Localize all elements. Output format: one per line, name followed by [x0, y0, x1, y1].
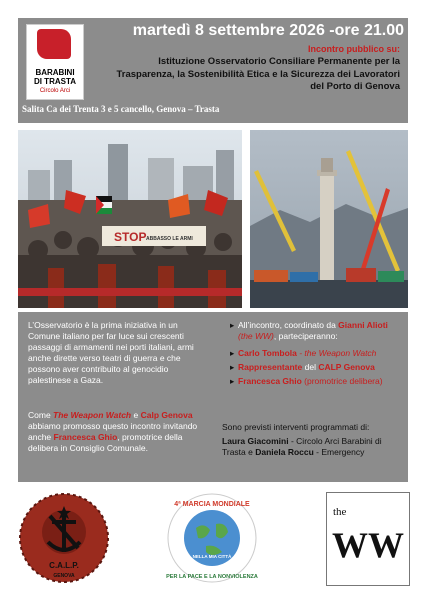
info-panel [18, 312, 408, 482]
palestine-flag-icon [96, 196, 112, 214]
promoters-text-c: e [131, 410, 141, 420]
ww-illustration [327, 493, 409, 585]
calp-city: GENOVA [53, 573, 75, 579]
promoters-calp: Calp Genova [140, 410, 193, 420]
speaker-calp-role: Rappresentante [238, 362, 303, 372]
title-line-2: Trasparenza, la Sostenibilità Etica e la Sicurezza dei Lavoratori [116, 68, 400, 80]
speaker-calp-text: del [302, 362, 319, 372]
planned-text-e: - Emergency [313, 447, 365, 457]
bullet-calp [238, 362, 398, 373]
promoters-text-a: Come [28, 410, 54, 420]
promoters-ghio: Francesca Ghio [53, 432, 118, 442]
logo-line3: Circolo Arci [39, 88, 71, 94]
speaker-calp-org: CALP Genova [318, 362, 375, 372]
coordinator-text-a: All’incontro, coordinato da [238, 320, 339, 330]
marcia-mondiale-logo [166, 492, 258, 584]
planned-speakers [222, 436, 402, 458]
promoters-paragraph [28, 410, 208, 454]
calp-illustration [18, 492, 110, 584]
bullet-ghio [238, 376, 403, 387]
speaker-roccu: Daniela Roccu [255, 447, 314, 457]
header-banner [18, 18, 408, 123]
marcia-title: 4ª MARCIA MONDIALE [174, 501, 250, 508]
ww-letters: WW [332, 525, 404, 565]
promoters-weapon-watch: The Weapon Watch [53, 410, 132, 420]
protest-sign-text: ABBASSO LE ARMI [146, 236, 193, 242]
logo-line2: DI TRASTA [33, 77, 77, 86]
title-line-1: Istituzione Osservatorio Consiliare Permanente per la [158, 56, 400, 67]
intro-paragraph: L’Osservatorio è la prima iniziativa in un Comune italiano per far luce sui crescenti passaggi di armamenti nei porti italiani, armi anche dirette verso teatri di guerra e che possono aver contribuito al genocidio palestinese a Gaza. [28, 320, 194, 385]
speaker-ghio: Francesca Ghio [238, 376, 302, 386]
speaker-giacomini: Laura Giacomini [222, 436, 289, 446]
coordinator-name: Gianni Alioti [338, 320, 388, 330]
event-title [100, 56, 400, 94]
barabini-logo [26, 24, 84, 100]
speaker-ghio-role: (promotrice delibera) [301, 376, 383, 386]
event-subtitle: Incontro pubblico su: [308, 44, 400, 54]
protest-illustration [18, 130, 242, 308]
event-address: Salita Ca dei Trenta 3 e 5 cancello, Genova – Trasta [22, 104, 220, 114]
marcia-city: NELLA MIA CITTÀ [192, 554, 232, 559]
marcia-subtitle: PER LA PACE E LA NONVIOLENZA [166, 574, 258, 580]
logo-line1: BARABINI [35, 68, 75, 77]
ww-the: the [333, 506, 347, 518]
marcia-illustration [166, 492, 258, 584]
planned-interventions [222, 422, 402, 458]
speaker-tombola: Carlo Tombola [238, 348, 297, 358]
protest-banner-text: STOP [114, 230, 147, 244]
promoters-text-g: , promotrice della delibera in Consiglio Comunale. [28, 432, 183, 453]
bullet-coordinator [238, 320, 398, 342]
port-photo [250, 130, 408, 308]
coordinator-text-d: , parteciperanno: [273, 331, 338, 341]
title-line-3: del Porto di Genova [310, 81, 400, 92]
calp-logo [18, 492, 110, 584]
bullet-tombola [238, 348, 398, 359]
port-illustration [250, 130, 408, 308]
planned-intro: Sono previsti interventi programmati di: [222, 422, 370, 432]
protest-photo [18, 130, 242, 308]
coordinator-org: (the WW) [238, 331, 274, 341]
grape-leaf-icon [37, 29, 71, 59]
calp-name: C.A.L.P. [49, 561, 79, 570]
event-date: martedì 8 settembre 2026 -ore 21.00 [132, 22, 404, 39]
promoters-text-e: abbiamo promosso questo incontro invitando anche [28, 421, 198, 442]
speaker-tombola-org: - the Weapon Watch [296, 348, 377, 358]
planned-text-c: - Circolo Arci Barabini di Trasta e [222, 436, 382, 457]
weapon-watch-logo [326, 492, 410, 586]
